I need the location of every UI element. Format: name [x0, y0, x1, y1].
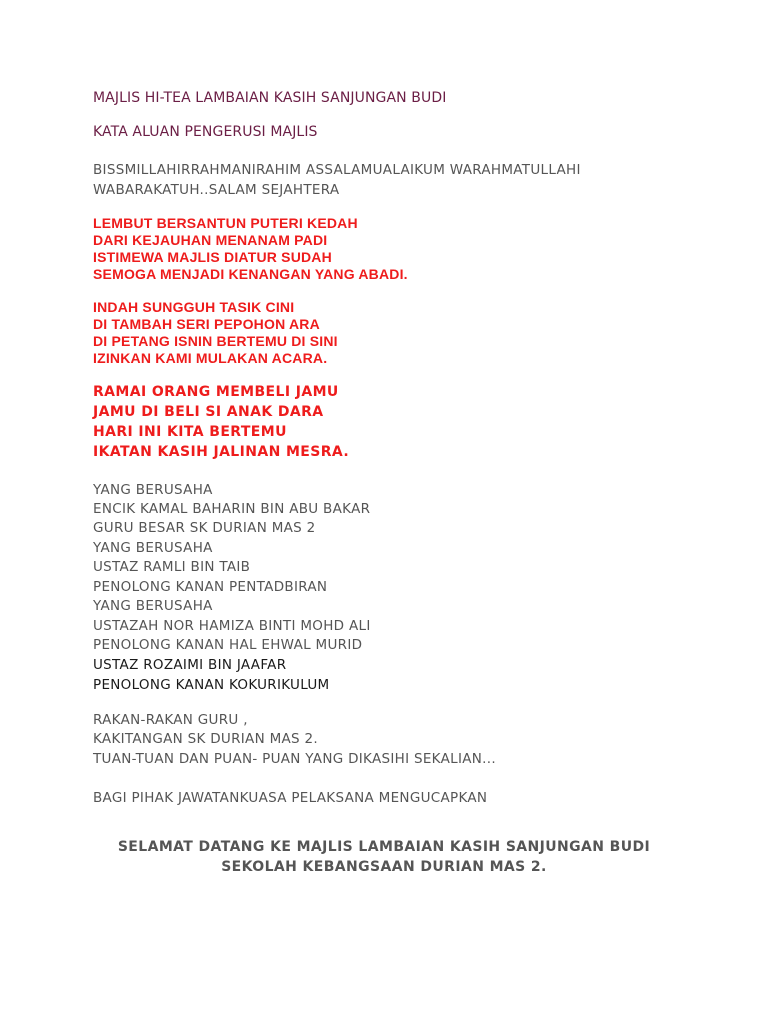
- honorific-line: PENOLONG KANAN HAL EHWAL MURID: [93, 637, 363, 653]
- greeting-line: BISSMILLAHIRRAHMANIRAHIM ASSALAMUALAIKUM WARAHMATULLAHI: [93, 162, 581, 178]
- pantun-line: INDAH SUNGGUH TASIK CINI: [93, 299, 295, 315]
- greeting-line: WABARAKATUH..SALAM SEJAHTERA: [93, 182, 340, 198]
- welcome-line: SELAMAT DATANG KE MAJLIS LAMBAIAN KASIH SANJUNGAN BUDI: [117, 839, 651, 855]
- pantun-line: DARI KEJAUHAN MENANAM PADI: [93, 232, 328, 248]
- pantun-line: DI TAMBAH SERI PEPOHON ARA: [93, 316, 320, 332]
- audience-line: RAKAN-RAKAN GURU ,: [93, 712, 248, 728]
- pantun-line: SEMOGA MENJADI KENANGAN YANG ABADI.: [93, 266, 408, 282]
- pantun-line: HARI INI KITA BERTEMU: [93, 424, 287, 440]
- honorific-line: USTAZ ROZAIMI BIN JAAFAR: [93, 657, 287, 673]
- honorific-line: USTAZ RAMLI BIN TAIB: [93, 559, 251, 575]
- honorific-line: GURU BESAR SK DURIAN MAS 2: [93, 520, 316, 536]
- honorific-line: PENOLONG KANAN PENTADBIRAN: [93, 579, 328, 595]
- welcome-line: SEKOLAH KEBANGSAAN DURIAN MAS 2.: [221, 859, 547, 875]
- committee-line: BAGI PIHAK JAWATANKUASA PELAKSANA MENGUCAPKAN: [93, 790, 488, 806]
- pantun-line: IKATAN KASIH JALINAN MESRA.: [93, 444, 350, 460]
- pantun-line: LEMBUT BERSANTUN PUTERI KEDAH: [93, 215, 358, 231]
- honorific-line: YANG BERUSAHA: [93, 540, 213, 556]
- pantun-line: JAMU DI BELI SI ANAK DARA: [93, 404, 324, 420]
- honorific-line: PENOLONG KANAN KOKURIKULUM: [93, 677, 330, 693]
- pantun-line: DI PETANG ISNIN BERTEMU DI SINI: [93, 333, 338, 349]
- honorific-line: YANG BERUSAHA: [93, 482, 213, 498]
- audience-line: KAKITANGAN SK DURIAN MAS 2.: [93, 731, 319, 747]
- pantun-line: ISTIMEWA MAJLIS DIATUR SUDAH: [93, 249, 332, 265]
- honorific-line: USTAZAH NOR HAMIZA BINTI MOHD ALI: [93, 618, 371, 634]
- pantun-line: RAMAI ORANG MEMBELI JAMU: [93, 384, 339, 400]
- honorific-line: ENCIK KAMAL BAHARIN BIN ABU BAKAR: [93, 501, 371, 517]
- audience-line: TUAN-TUAN DAN PUAN- PUAN YANG DIKASIHI SEKALIAN...: [93, 751, 496, 767]
- pantun-line: IZINKAN KAMI MULAKAN ACARA.: [93, 350, 328, 366]
- document-title: MAJLIS HI-TEA LAMBAIAN KASIH SANJUNGAN BUDI: [93, 90, 447, 106]
- section-heading: KATA ALUAN PENGERUSI MAJLIS: [93, 124, 318, 140]
- honorific-line: YANG BERUSAHA: [93, 598, 213, 614]
